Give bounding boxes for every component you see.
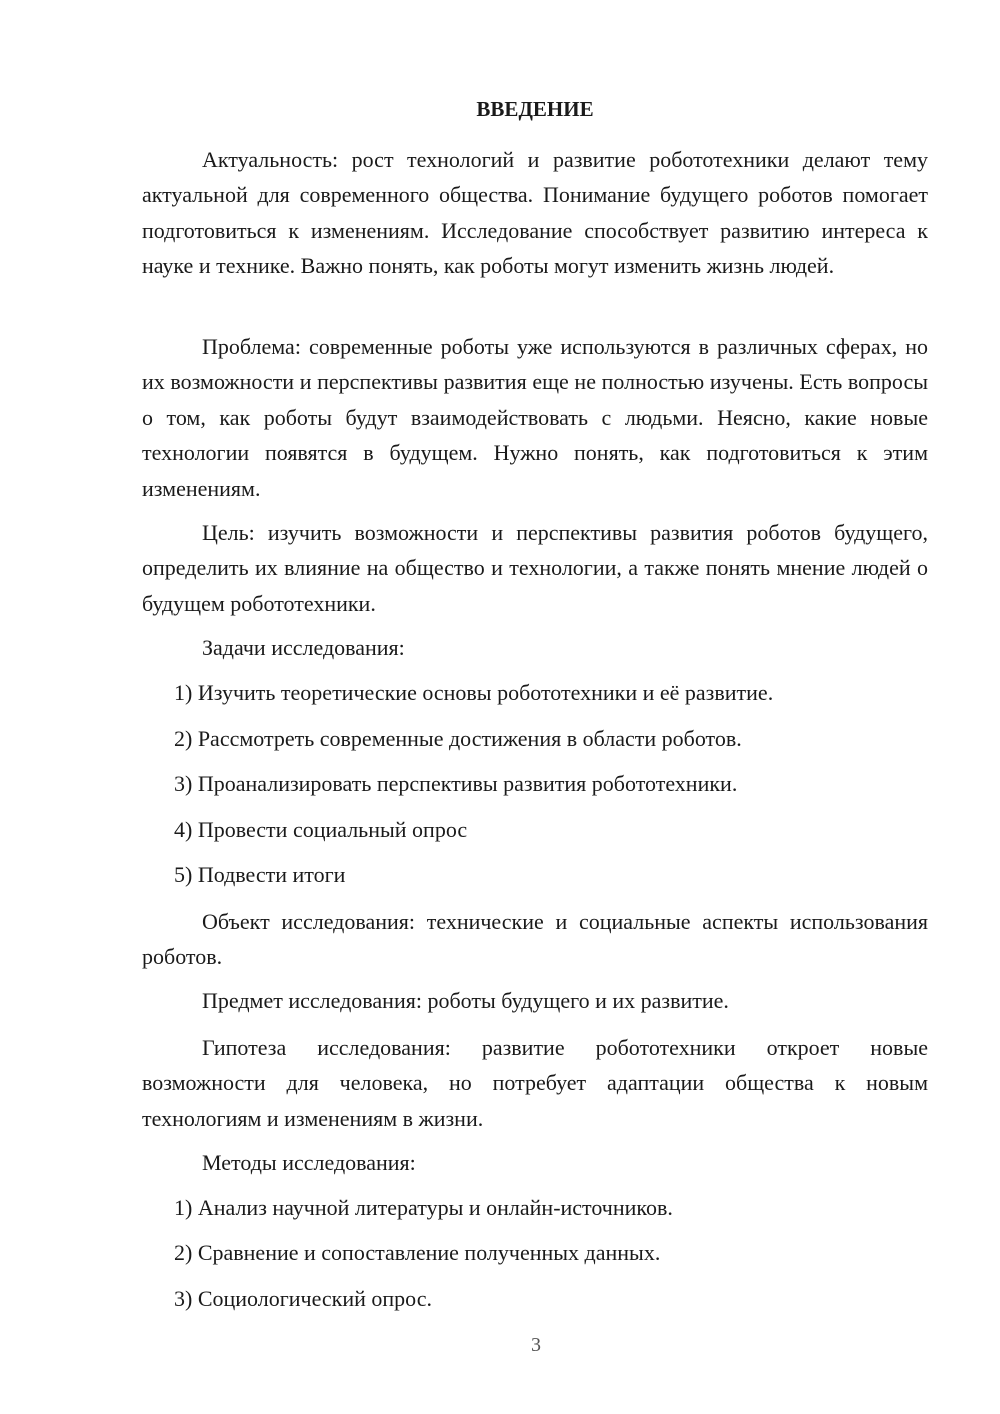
problem-paragraph <box>142 329 928 506</box>
hypothesis-text: Гипотеза исследования: развитие робототехники откроет новые возможности для человека, но потребует адаптации общества к новым технологиям и изменениям в жизни. <box>142 1035 928 1131</box>
method-item-1: 1) Анализ научной литературы и онлайн-источников. <box>174 1195 673 1220</box>
hypothesis-paragraph <box>142 1030 928 1136</box>
relevance-text: Актуальность: рост технологий и развитие робототехники делают тему актуальной для современного общества. Понимание будущего роботов помогает подготовиться к изменениям. Исследование способствует развитию интереса к науке и технике. Важно понять, как роботы могут изменить жизнь людей. <box>142 147 928 279</box>
page-number: 3 <box>531 1334 541 1356</box>
task-item-4: 4) Провести социальный опрос <box>174 817 468 842</box>
subject-text: Предмет исследования: роботы будущего и их развитие. <box>202 988 729 1013</box>
relevance-paragraph <box>142 142 928 284</box>
goal-text: Цель: изучить возможности и перспективы развития роботов будущего, определить их влияние на общество и технологии, а также понять мнение людей о будущем робототехники. <box>142 520 928 616</box>
problem-text: Проблема: современные роботы уже используются в различных сферах, но их возможности и перспективы развития еще не полностью изучены. Есть вопросы о том, как роботы будут взаимодействовать с людьми. Неясно, какие новые технологии появятся в будущем. Нужно понять, как подготовиться к этим изменениям. <box>142 334 928 501</box>
task-item-5: 5) Подвести итоги <box>174 862 346 887</box>
goal-paragraph <box>142 515 928 621</box>
method-item-2: 2) Сравнение и сопоставление полученных данных. <box>174 1240 661 1265</box>
method-item-3: 3) Социологический опрос. <box>174 1286 432 1311</box>
methods-heading: Методы исследования: <box>202 1150 416 1175</box>
object-text: Объект исследования: технические и социальные аспекты использования роботов. <box>142 909 928 970</box>
section-title: ВВЕДЕНИЕ <box>476 97 594 121</box>
task-item-3: 3) Проанализировать перспективы развития робототехники. <box>174 771 738 796</box>
tasks-heading: Задачи исследования: <box>202 635 405 660</box>
task-item-2: 2) Рассмотреть современные достижения в области роботов. <box>174 726 742 751</box>
task-item-1: 1) Изучить теоретические основы робототехники и её развитие. <box>174 680 774 705</box>
object-paragraph <box>142 904 928 975</box>
